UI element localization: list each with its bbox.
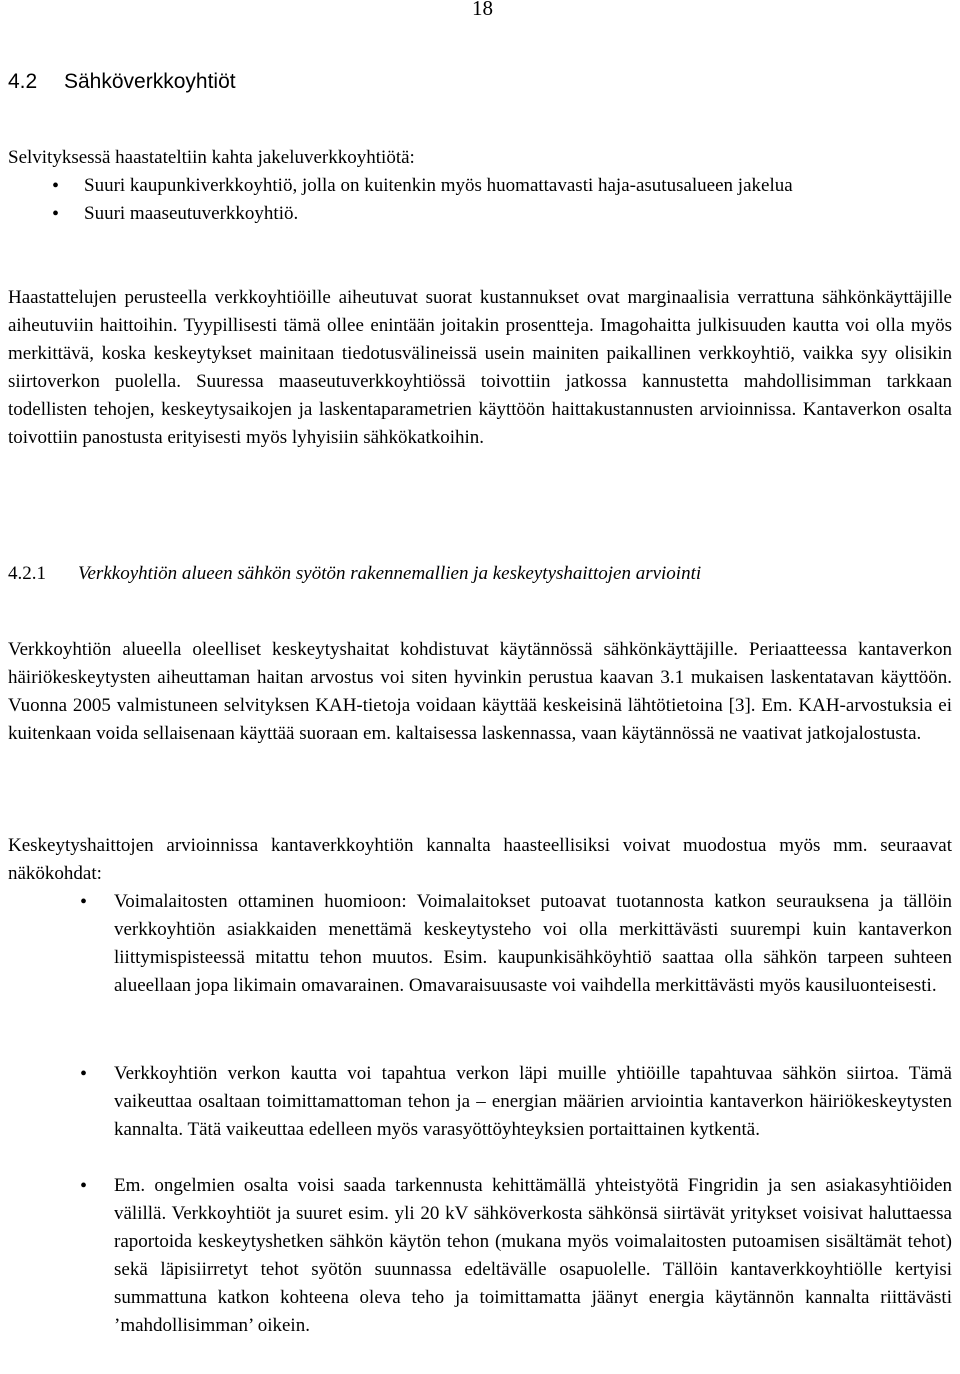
subsection-bullet-item: • Verkkoyhtiön verkon kautta voi tapahtua verkon läpi muille yhtiöille tapahtuvaa sähkön siirtoa. Tämä vaikeuttaa osaltaan toimittamattoman tehon ja – energian määrien arviointia kantaverkon häiriökeskeytysten kannalta. Tätä vaikeuttaa edelleen myös varasyöttöyhteyksien portaittainen kytkentä.	[0, 1060, 952, 1172]
section-title: Sähköverkkoyhtiöt	[64, 70, 236, 93]
subsection-heading	[8, 563, 701, 585]
subsection-paragraph-2: Keskeytyshaittojen arvioinnissa kantaverkkoyhtiön kannalta haasteellisiksi voivat muodostua myös mm. seuraavat näkökohdat:	[8, 835, 952, 884]
intro-bullet-list	[0, 172, 952, 228]
intro-paragraph: Haastattelujen perusteella verkkoyhtiöille aiheutuvat suorat kustannukset ovat marginaalisia verrattuna sähkönkäyttäjille aiheutuviin haittoihin. Tyypillisesti tämä ollee enintään joitakin prosentteja. Imagohaitta julkisuuden kautta voi olla myös merkittävä, koska keskeytykset mainitaan tiedotusvälineissä usein mainiten paikallinen verkkoyhtiö, vaikka syy olisikin siirtoverkon puolella. Suuressa maaseutuverkkoyhtiössä toivottiin jatkossa kannustetta mahdollisimman tarkkaan todellisten tehojen, keskeytysaikojen ja laskentaparametrien käyttöön haittakustannusten arvioinnissa. Kantaverkon osalta toivottiin panostusta erityisesti myös lyhyisiin sähkökatkoihin.	[8, 287, 952, 448]
subsection-paragraph-1: Verkkoyhtiön alueella oleelliset keskeytyshaitat kohdistuvat käytännössä sähkönkäyttäjille. Periaatteessa kantaverkon häiriökeskeytysten aiheuttaman haitan arvostus voi siten hyvinkin perustua kaavan 3.1 mukaisen laskentatavan käyttöön. Vuonna 2005 valmistuneen selvityksen KAH-tietoja voidaan käyttää keskeisinä lähtötietoina [3]. Em. KAH-arvostuksia ei kuitenkaan voida sellaisenaan käyttää suoraan em. kaltaisessa laskennassa, vaan käytännössä ne vaativat jatkojalostusta.	[8, 639, 952, 744]
subsection-title: Verkkoyhtiön alueen sähkön syötön rakennemallien ja keskeytyshaittojen arviointi	[78, 563, 702, 584]
subsection-bullet-item: • Em. ongelmien osalta voisi saada tarkennusta kehittämällä yhteistyötä Fingridin ja sen asiakasyhtiöiden välillä. Verkkoyhtiöt ja suuret esim. yli 20 kV sähköverkosta sähkönsä siirtävät yritykset voisivat haluttaessa raportoida keskeytyshetken sähkön käytön tehon (mukana myös voimalaitosten putoamisen sisältämät tehot) sekä läpisiirretyt tehot syötön suunnassa edeltävälle osapuolelle. Tällöin kantaverkkoyhtiölle kertyisi summattuna katkon kohteena oleva teho ja toimittamatta jäänyt energia käytännön kannalta riittävästi ’mahdollisimman’ oikein.	[0, 1172, 952, 1340]
intro-lead: Selvityksessä haastateltiin kahta jakeluverkkoyhtiötä:	[8, 147, 415, 168]
subsection-number: 4.2.1	[8, 563, 46, 584]
section-number: 4.2	[8, 70, 38, 93]
subsection-bullet-list	[0, 888, 952, 1340]
intro-bullet-item: • Suuri kaupunkiverkkoyhtiö, jolla on kuitenkin myös huomattavasti haja-asutusalueen jakelua	[0, 172, 952, 200]
intro-bullet-item: • Suuri maaseutuverkkoyhtiö.	[0, 200, 952, 228]
page-number: 18	[472, 0, 493, 20]
section-heading	[8, 70, 236, 94]
subsection-bullet-item: • Voimalaitosten ottaminen huomioon: Voimalaitokset putoavat tuotannosta katkon seurauksena ja tällöin verkkoyhtiön asiakkaiden menettämä keskeytysteho voi olla merkittävästi suurempi kuin kantaverkon liittymispisteessä mitattu tehon muutos. Esim. kaupunkisähköyhtiö saattaa olla sähkön tarpeen suhteen alueellaan jopa likimain omavarainen. Omavaraisuusaste voi vaihdella merkittävästi myös kausiluonteisesti.	[0, 888, 952, 1060]
